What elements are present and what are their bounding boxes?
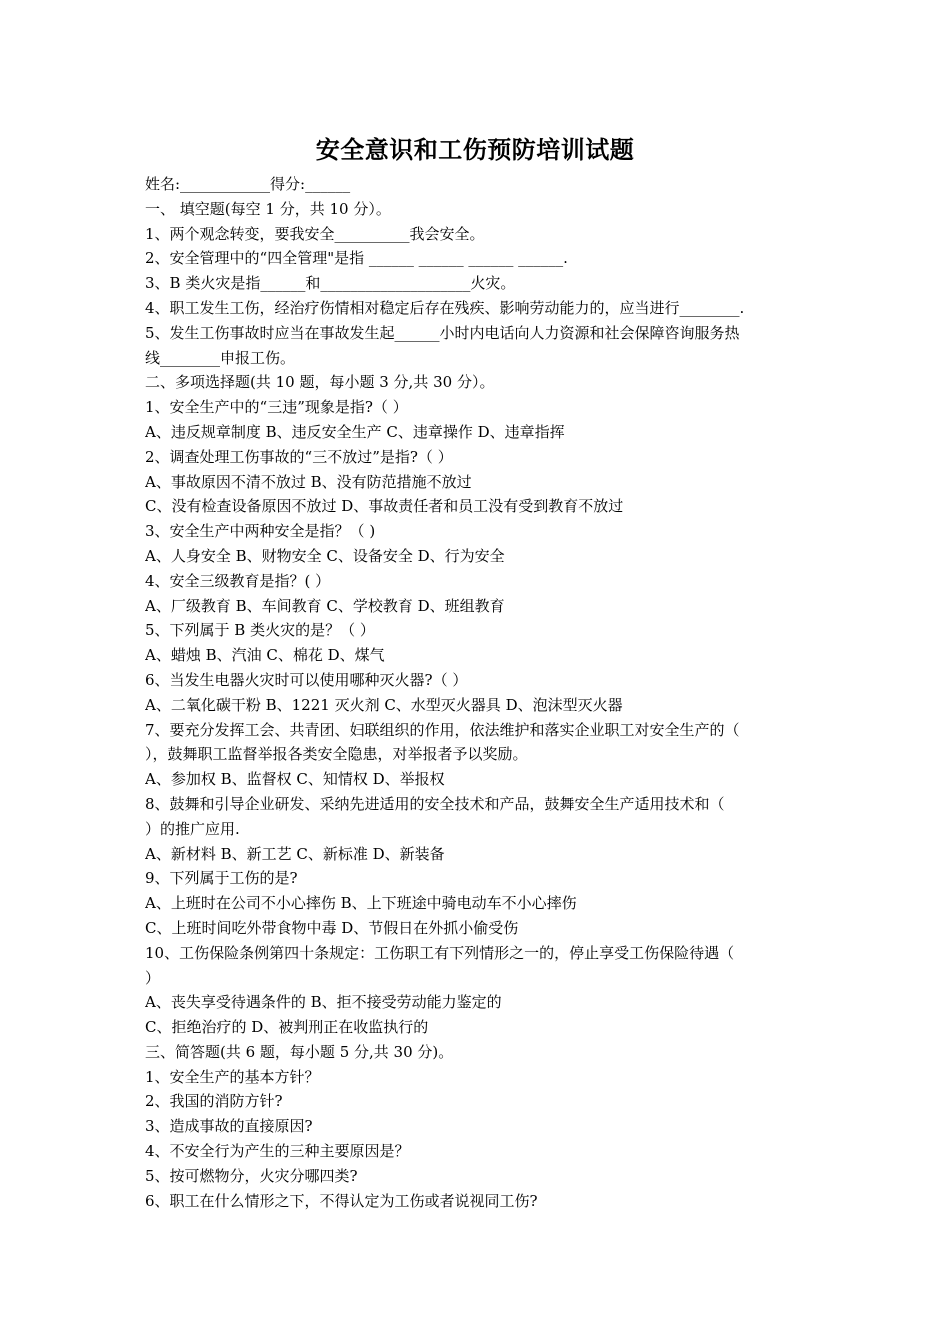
text-line: C、拒绝治疗的 D、被判刑正在收监执行的: [145, 1018, 429, 1037]
text-line: A、新材料 B、新工艺 C、新标准 D、新装备: [145, 844, 445, 863]
text-line: 3、安全生产中两种安全是指？（ ): [145, 522, 376, 541]
text-line: 5、发生工伤事故时应当在事故发生起______小时内电话向人力资源和社会保障咨询服务热: [145, 323, 740, 342]
text-line: A、二氧化碳干粉 B、1221 灭火剂 C、水型灭火器具 D、泡沫型灭火器: [145, 695, 623, 714]
text-line: C、上班时间吃外带食物中毒 D、节假日在外抓小偷受伤: [145, 918, 519, 937]
text-line: 三、简答题(共 6 题，每小题 5 分,共 30 分)。: [145, 1042, 454, 1061]
text-line: ），鼓舞职工监督举报各类安全隐患，对举报者予以奖励。: [145, 745, 528, 764]
text-line: 1、两个观念转变，要我安全__________我会安全。: [145, 224, 485, 243]
document-title: 安全意识和工伤预防培训试题: [315, 135, 635, 164]
text-line: 二、多项选择题(共 10 题，每小题 3 分,共 30 分）。: [145, 373, 495, 392]
text-line: 7、要充分发挥工会、共青团、妇联组织的作用，依法维护和落实企业职工对安全生产的（: [145, 720, 740, 739]
text-line: 3、B 类火灾是指______和____________________火灾。: [145, 274, 516, 293]
text-line: C、没有检查设备原因不放过 D、事故责任者和员工没有受到教育不放过: [145, 497, 624, 516]
text-line: 线________申报工伤。: [145, 348, 296, 367]
text-line: 一、 填空题(每空 1 分，共 10 分）。: [145, 199, 391, 218]
text-line: 1、安全生产中的“三违”现象是指?（ ）: [145, 398, 408, 417]
text-line: A、人身安全 B、财物安全 C、设备安全 D、行为安全: [145, 546, 505, 565]
text-line: A、蜡烛 B、汽油 C、棉花 D、煤气: [145, 646, 385, 665]
text-line: 姓名:____________得分:______: [145, 175, 351, 193]
text-line: 6、当发生电器火灾时可以使用哪种灭火器?（ ）: [145, 670, 468, 689]
text-line: 9、下列属于工伤的是?: [145, 869, 298, 888]
text-line: 8、鼓舞和引导企业研发、采纳先进适用的安全技术和产品，鼓舞安全生产适用技术和（: [145, 794, 725, 813]
text-line: A、参加权 B、监督权 C、知情权 D、举报权: [145, 770, 445, 789]
text-line: A、违反规章制度 B、违反安全生产 C、违章操作 D、违章指挥: [145, 422, 565, 441]
text-line: 6、职工在什么情形之下，不得认定为工伤或者说视同工伤?: [145, 1191, 538, 1210]
text-line: 10、工伤保险条例第四十条规定：工伤职工有下列情形之一的，停止享受工伤保险待遇（: [145, 943, 735, 962]
text-line: ）: [145, 968, 161, 987]
text-line: 5、下列属于 B 类火灾的是？（ ）: [145, 621, 375, 640]
text-line: ）的推广应用.: [145, 819, 240, 838]
text-line: 2、调查处理工伤事故的“三不放过”是指?（ ）: [145, 447, 453, 466]
text-line: 4、安全三级教育是指？( ）: [145, 571, 331, 590]
text-line: 1、安全生产的基本方针？: [145, 1067, 320, 1086]
text-line: A、丧失享受待遇条件的 B、拒不接受劳动能力鉴定的: [145, 993, 502, 1012]
text-line: 4、职工发生工伤，经治疗伤情相对稳定后存在残疾、影响劳动能力的，应当进行________.: [145, 298, 745, 317]
text-line: 2、我国的消防方针?: [145, 1092, 283, 1111]
text-line: 5、按可燃物分，火灾分哪四类?: [145, 1166, 358, 1185]
text-line: 3、造成事故的直接原因?: [145, 1117, 313, 1136]
text-line: A、上班时在公司不小心摔伤 B、上下班途中骑电动车不小心摔伤: [145, 894, 577, 913]
text-line: 4、不安全行为产生的三种主要原因是？: [145, 1142, 410, 1161]
document-body: [145, 172, 815, 1213]
text-line: A、事故原因不清不放过 B、没有防范措施不放过: [145, 472, 472, 491]
text-line: 2、安全管理中的“四全管理"是指 ______ ______ ______ ______.: [145, 249, 568, 268]
text-line: A、厂级教育 B、车间教育 C、学校教育 D、班组教育: [145, 596, 505, 615]
